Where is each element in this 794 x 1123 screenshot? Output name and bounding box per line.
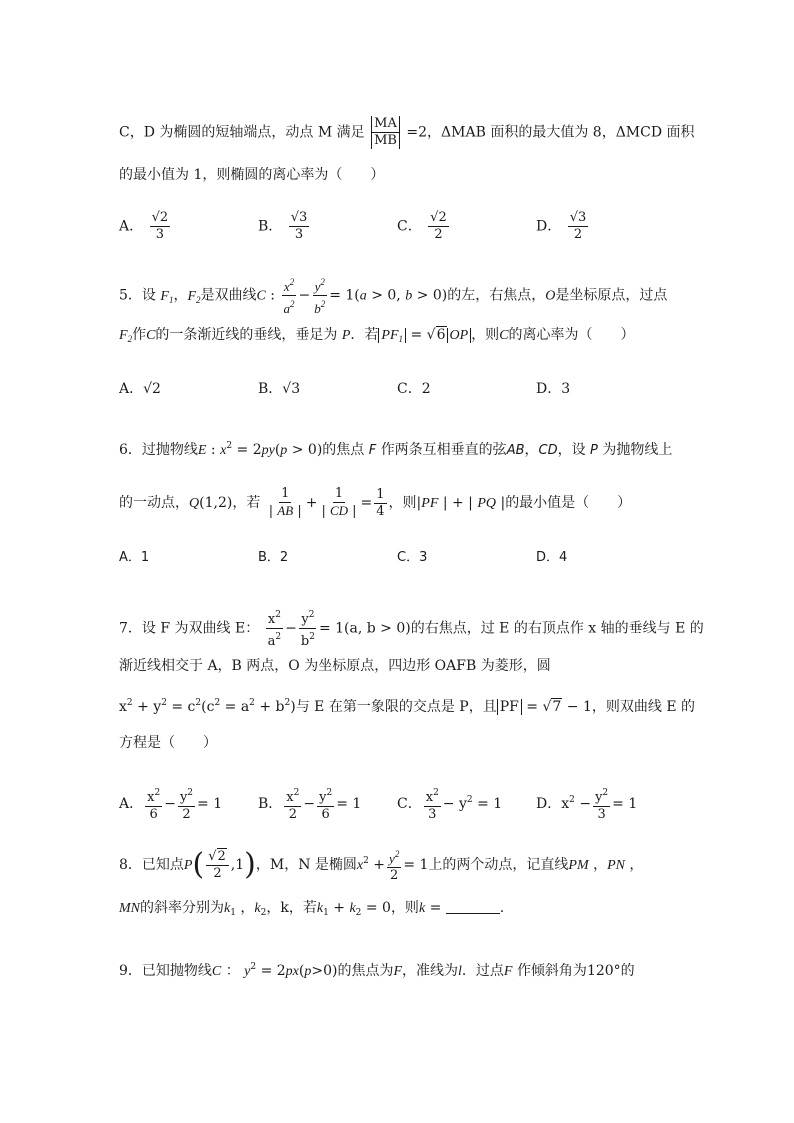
q4-option-d[interactable]: D． $\frac{√3}{2}$ <box>536 210 587 242</box>
q7-option-a[interactable]: A． $\frac{x^2}{6}$ − $\frac{y^2}{2}$ = 1 <box>119 785 222 823</box>
q7-option-c[interactable]: C． $\frac{x^2}{3}$ − $y^2 = 1$ <box>397 785 502 823</box>
q4-line1 <box>119 116 695 149</box>
q4-option-a[interactable]: A． $\frac{√2}{3}$ <box>119 210 169 242</box>
q6-option-b[interactable]: B．2 <box>258 550 289 565</box>
q6-line2: 的一动点，Q(1,2)，若 $\frac{1}{| AB |}$ + $\frac{1}{| CD |}$ = $\frac{1}{4}$ ，则|PF | + | PQ |的最小值是（ ） <box>119 486 632 519</box>
q8-line1: 8．已知点P( $\frac{√2}{2}$ ,1)，M，N 是椭圆$x^2$ + $\frac{y^2}{2}$ = 1上的两个动点，记直线PM ，PN ， <box>119 847 644 883</box>
q5-option-d[interactable]: D．3 <box>536 381 571 397</box>
q4-option-b[interactable]: B． $\frac{√3}{3}$ <box>258 210 308 242</box>
q4-option-c[interactable]: C． $\frac{√2}{2}$ <box>397 210 447 242</box>
q4-text: C，D 为椭圆的短轴端点，动点 M 满足 <box>119 124 365 141</box>
q6-option-d[interactable]: D．4 <box>536 550 568 565</box>
q5-option-a[interactable]: A．√2 <box>119 381 161 397</box>
q8-line2: MN的斜率分别为$k_1$ ，$k_2$，k，若$k_1 + k_2 = 0$，则k = . <box>119 900 505 918</box>
q5-line2: $F_2$作C的一条渐近线的垂线，垂足为 P．若 $PF_1 = √6$ OP ，则C的离心率为（ ） <box>119 327 635 344</box>
answer-blank[interactable] <box>446 899 500 914</box>
q7-line3: $x^2 + y^2 = c^2(c^2 = a^2 + b^2)$与 E 在第一象限的交点是 P，且 PF = √7 − 1，则双曲线 E 的 <box>119 698 695 715</box>
q7-line2: 渐近线相交于 A，B 两点，O 为坐标原点，四边形 OAFB 为菱形，圆 <box>119 658 551 674</box>
q7-option-b[interactable]: B． $\frac{x^2}{2}$ − $\frac{y^2}{6}$ = 1 <box>258 785 361 823</box>
q7-line1: 7．设 F 为双曲线 E： $\frac{x^2}{a^2}$ − $\frac{y^2}{b^2}$ = 1(a, b > 0)的右焦点，过 E 的右顶点作 x 轴的垂线与 E 的 <box>119 607 704 650</box>
q5-line1: 5．设 $F_1$，$F_2$是双曲线C : $\frac{x^2}{a^2}$ − $\frac{y^2}{b^2}$ = 1(a > 0, b > 0)的左，右焦点，O是坐标原点，过点 <box>119 274 667 317</box>
q4-ratio-fraction: $\frac{MA}{MB}$ <box>371 116 400 149</box>
q9-line1: 9．已知抛物线C ： $y^2 = 2px(p>0)$的焦点为F，准线为l．过点F 作倾斜角为120°的 <box>119 962 635 979</box>
q5-option-b[interactable]: B．√3 <box>258 381 301 397</box>
q7-line4: 方程是（ ） <box>119 735 217 751</box>
q7-option-d[interactable]: D．$x^2$ − $\frac{y^2}{3}$ = 1 <box>536 785 637 823</box>
q6-line1: 6．过抛物线E : $x^2 = 2py(p > 0)$的焦点 F 作两条互相垂直的弦AB，CD，设 P 为抛物线上 <box>119 441 673 458</box>
q4-line2: 的最小值为 1，则椭圆的离心率为（ ） <box>119 167 385 183</box>
q6-option-a[interactable]: A．1 <box>119 550 150 565</box>
q5-option-c[interactable]: C．2 <box>397 381 431 397</box>
q4-text: =2，ΔMAB 面积的最大值为 8，ΔMCD 面积 <box>406 124 695 141</box>
q6-option-c[interactable]: C．3 <box>397 550 428 565</box>
